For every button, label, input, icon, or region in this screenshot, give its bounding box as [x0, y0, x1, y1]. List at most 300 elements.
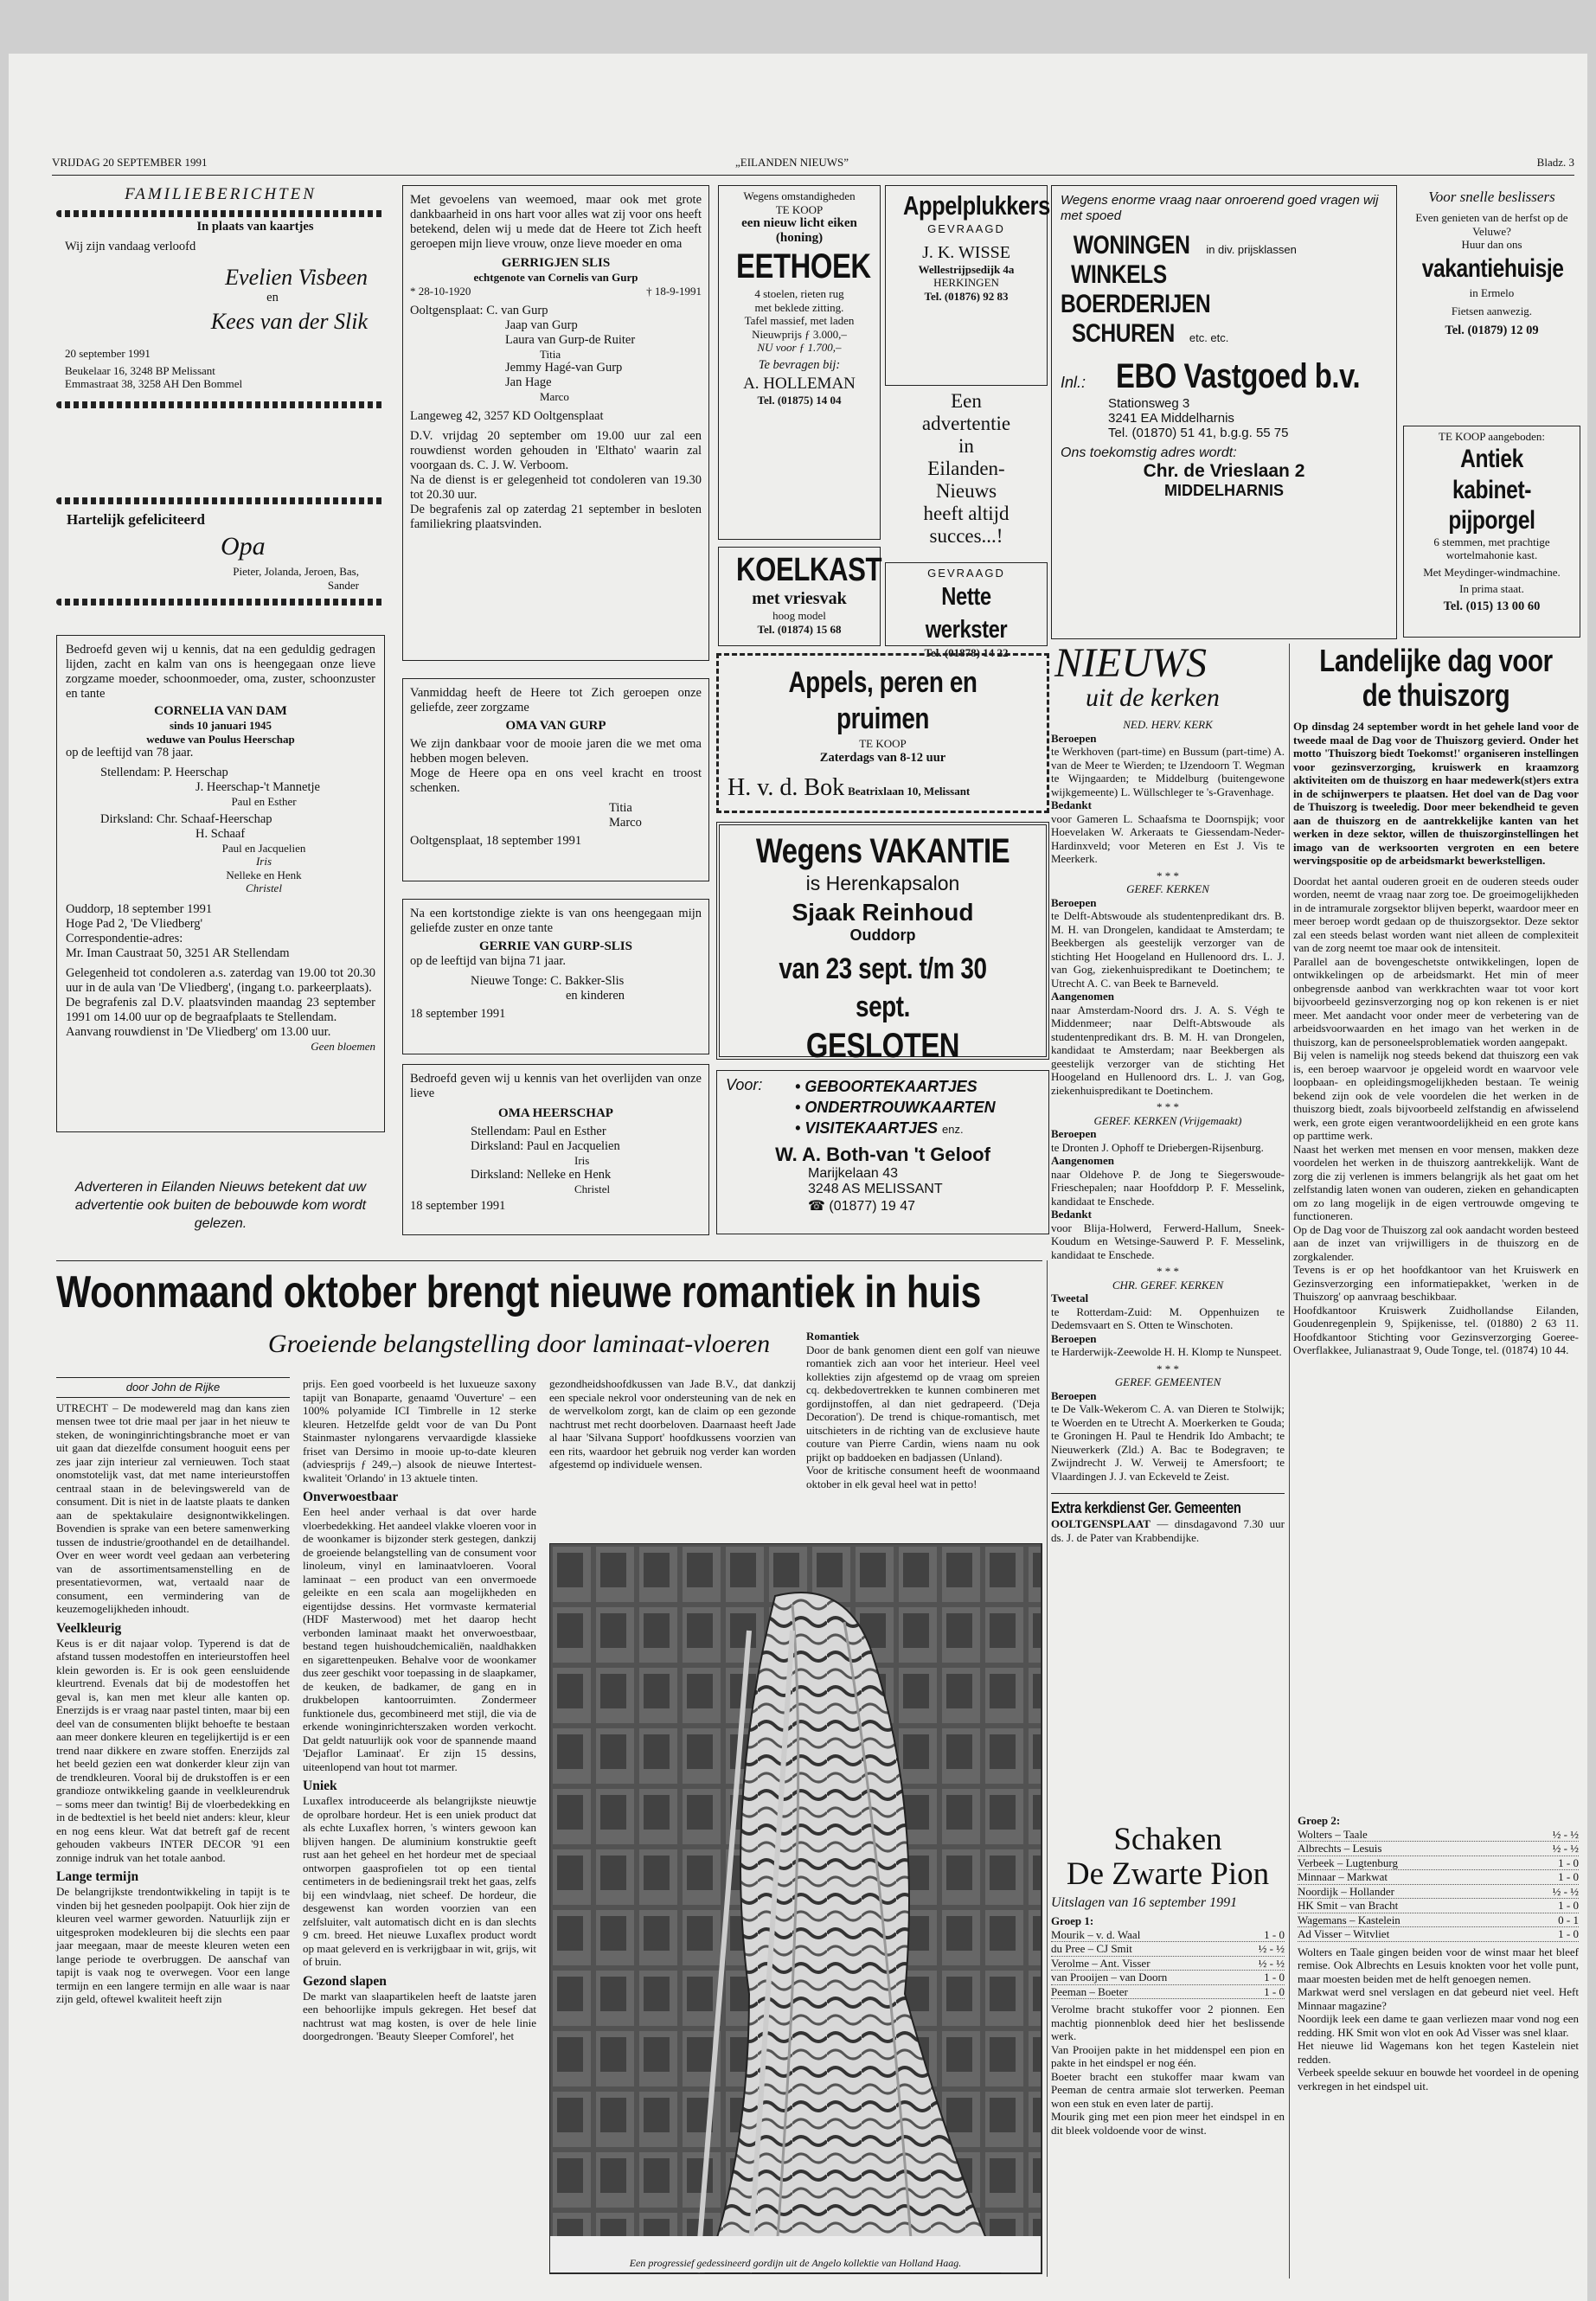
chess-text: Noordijk leek een dame te gaan verliezen maar vond nog een redding. HK Smit won vlot en ook Ad Visser was snel klaar. [1298, 2012, 1579, 2039]
church-text: te Werkhoven (part-time) en Bussum (part-time) A. van de Meer te Wierden; te IJzendoorn T. Wegman te Wijngaarden; te Middelburg (buitengewone wijkgemeente) L. Wüllschleger te 's-Gravenhage. [1051, 745, 1285, 798]
chess-result-row [1298, 1927, 1579, 1942]
obit-service: Aanvang rouwdienst in 'De Vliedberg' om 13.00 uur. [66, 1024, 331, 1039]
church-text: naar Amsterdam-Noord drs. J. A. S. Végh te Middenmeer; naar Delft-Abtswoude als studentenpredikant drs. B. M. H. van Drongelen, kandidaat te Amsterdam; naar Beekbergen als geestelijk verzorger van de stichting Het Hoogeland en Hullenoord drs. L. J. van Gog, ziekenhuispredikant te Doetinchem. [1051, 1003, 1285, 1097]
church-label: Beroepen [1051, 1331, 1097, 1345]
name-2: Kees van der Slik [210, 309, 368, 334]
obit-sign: Marco [609, 816, 642, 830]
congrats-ad [56, 495, 385, 616]
ad-item: • ONDERTROUWKAARTEN [795, 1099, 996, 1116]
chess-pairing: Verbeek – Lugtenburg [1298, 1856, 1399, 1869]
chess-score: ½ - ½ [1552, 1842, 1579, 1855]
ad-address: Wellestrijpsedijk 4a [918, 262, 1015, 276]
ad-address: MIDDELHARNIS [1164, 482, 1284, 499]
ad-dates: van 23 sept. t/m 30 sept. [779, 952, 987, 1023]
obit-intro: Met gevoelens van weemoed, maar ook met grote dankbaarheid in ons hart voor alles wat zij voor ons heeft betekend, delen wij u mede dat de Heere tot Zich heeft geroepen mijn lieve vrouw, onze lieve moeder en oma [410, 193, 702, 251]
obit-family: Marco [540, 390, 569, 403]
ad-address: Ouddorp [849, 926, 916, 944]
obit-family: Stellendam: P. Heerschap [100, 766, 228, 779]
header-rule [52, 175, 1574, 176]
ad-appelplukkers [885, 185, 1048, 386]
obit-intro: Na een kortstondige ziekte is van ons heengegaan mijn geliefde zuster en onze tante [410, 907, 702, 935]
church-text: voor Gameren L. Schaafsma te Doornspijk; voor Hoevelaken W. Arkeraats te Giessendam-Neder-Hardinxveld; voor Meteren en Est J. Vis te Meerkerk. [1051, 811, 1285, 865]
obit-spouse: echtgenote van Cornelis van Gurp [473, 271, 638, 284]
separator: * * * [1157, 1100, 1179, 1113]
chess-result-row [1298, 1913, 1579, 1928]
chess-pairing: HK Smit – van Bracht [1298, 1899, 1399, 1912]
ad-text: Inl.: [1061, 374, 1086, 391]
ad-headline: EETHOEK [736, 247, 871, 285]
obit-name: GERRIE VAN GURP-SLIS [479, 939, 632, 953]
obit-family: Paul en Jacquelien [221, 841, 306, 855]
ad-koelkast [718, 547, 881, 646]
ad-item-label: ONDERTROUWKAARTEN [804, 1099, 996, 1116]
ad-text: Tafel massief, met laden [744, 314, 855, 327]
ad-kapsalon [716, 822, 1049, 1065]
ad-phone: Tel. (01878) 14 22 [924, 645, 1009, 659]
ad-company: EBO Vastgoed b.v. [1115, 357, 1361, 395]
ad-text: Ons toekomstig adres wordt: [1061, 445, 1237, 460]
article-paragraph: Parallel aan de bovengeschetste ontwikkelingen, lopen de ontwikkelingen op de arbeidsmarkt. Het min of meer onbegrensde aanbod van werkkrachten waar tot voor kort bijvoorbeeld gezinsverzorging nog op kon rekenen is er niet meer. Met aandacht voor onder meer de verbetering van de arbeidsvoorwaarden en het imago van het werken in de thuiszorg, kan de personeelsproblematiek worden aangepakt. [1293, 954, 1579, 1048]
ad-contact: W. A. Both-van 't Geloof [775, 1144, 990, 1165]
header-paper: „EILANDEN NIEUWS” [735, 156, 849, 169]
ad-item-label: GEBOORTEKAARTJES [804, 1078, 977, 1095]
chess-score: ½ - ½ [1552, 1827, 1579, 1841]
ad-text: Met Meydinger-windmachine. [1423, 565, 1561, 579]
chess-score: 1 - 0 [1264, 1971, 1285, 1984]
obit-name: CORNELIA VAN DAM [154, 704, 287, 718]
ad-address: 3241 EA Middelharnis [1108, 411, 1234, 426]
ad-phone: Tel. (01870) 51 41, b.g.g. 55 75 [1108, 426, 1289, 440]
congrats-name: Opa [221, 532, 266, 561]
ad-headline: WONINGEN [1073, 231, 1190, 260]
article-subhead: Onverwoestbaar [303, 1490, 399, 1504]
woon-col4 [806, 1330, 1040, 1541]
church-text: voor Blija-Holwerd, Ferwerd-Hallum, Sneek-Koudum en Wetsinge-Sauwerd P. F. Messelink, kandidaat te Enschede. [1051, 1221, 1285, 1261]
ad-text: in Ermelo [1469, 285, 1515, 299]
obituary-van-dam [56, 635, 385, 1132]
ad-text: Een [951, 390, 982, 412]
ad-text: Even genieten van de herfst op de Veluwe? [1415, 211, 1568, 238]
chess-pairing: Mourik – v. d. Waal [1051, 1927, 1141, 1941]
obit-widow: weduwe van Poulus Heerschap [146, 732, 295, 746]
chess-text: Het nieuwe lid Wagemans kon het tegen Kastelein niet redden. [1298, 2039, 1579, 2066]
church-label: Beroepen [1051, 731, 1097, 745]
ad-phone: Tel. (01875) 14 04 [757, 393, 842, 407]
chess-subtitle: De Zwarte Pion [1066, 1856, 1270, 1892]
obit-condolence: Gelegenheid tot condoleren a.s. zaterdag van 19.00 tot 20.30 uur in de aula van 'De Vliedberg', (ingang t.o. parkeerplaats). [66, 965, 375, 995]
chess-text: Markwat werd snel verslagen en dat gebeurd niet veel. Heft Minnaar magazine? [1298, 1985, 1579, 2012]
ornament-border [56, 497, 385, 504]
church-extra-text: — dinsdagavond 7.30 uur ds. J. de Pater van Krabbendijke. [1051, 1517, 1285, 1544]
ad-text: Huur dan ons [1461, 238, 1522, 251]
ad-text: etc. etc. [1189, 331, 1229, 344]
header-date: VRIJDAG 20 SEPTEMBER 1991 [52, 156, 208, 169]
ad-headline: Wegens VAKANTIE [755, 832, 1010, 870]
ad-text: met beklede zitting. [754, 300, 844, 314]
column-rule [1289, 644, 1290, 2279]
ad-text: Nieuws [935, 480, 997, 502]
chess-pairing: Albrechts – Lesuis [1298, 1842, 1382, 1855]
chess-score: ½ - ½ [1552, 1884, 1579, 1898]
photo-caption: Een progressief gedessineerd gordijn uit de Angelo kollektie van Holland Haag. [629, 2256, 962, 2269]
obit-family: Iris [255, 855, 272, 868]
article-paragraph: Naast het werken met mensen en voor mensen, makken deze voordelen het werken in de thuiszorg aantrekkelijk. Want de zorg die zij verlenen is immers belangrijk als het gaat om het zelfstandig laten wonen van ouderen, zieken en gehandicapten om zo lang mogelijk in de eigen vertrouwde omgeving te functioneren. [1293, 1142, 1579, 1222]
ad-text: Wegens enorme vraag naar onroerend goed vragen wij met spoed [1061, 193, 1379, 223]
obit-family: Laura van Gurp-de Ruiter [505, 332, 636, 347]
church-text: te Delft-Abtswoude als studentenpredikant drs. B. M. H. van Drongelen, kandidaat te Amsterdam; te Beekbergen als geestelijk verzorger van de stichting Het Hoogeland en Hullenoord drs. L. J. van Gog, ziekenhuispredikant te Doetinchem; te Utrecht A. C. van Beek te Barneveld. [1051, 909, 1285, 990]
engagement-lead: In plaats van kaartjes [196, 220, 314, 234]
ad-address: HERKINGEN [933, 276, 999, 289]
ad-text: in [958, 435, 974, 457]
chess-text: Wolters en Taale gingen beiden voor de winst maar het bleef remise. Ook Albrechts en Lesuis knokten voor het volle punt, maar moesten beiden met de helft genoegen nemen. [1298, 1945, 1579, 1985]
obit-family: Nelleke en Henk [226, 868, 302, 881]
chess-text: Boeter bracht een stukoffer maar kwam van Peeman de centra armaie slot terwerken. Peeman won een stuk en even later de partij. [1051, 2069, 1285, 2110]
woon-col3: gezondheidshoofdkussen van Jade B.V., dat dankzij een speciale nekrol voor ondersteuning van de nek en de wervelkolom zorgt, kan de claim op een gezonde nachtrust met recht doorbeloven. Daarnaast heeft Jade al haar 'Silvana Support' hoofdkussens voorzien van een rits, waardoor het gebruik nog verder kan worden afgestemd op individuele wensen. [549, 1377, 796, 1471]
church-label: Bedankt [1051, 1208, 1092, 1221]
column-rule [1047, 1260, 1048, 2277]
chess-pairing: Wolters – Taale [1298, 1827, 1368, 1841]
ad-text: Zaterdags van 8-12 uur [819, 750, 946, 765]
obit-family: Dirksland: Chr. Schaaf-Heerschap [100, 811, 272, 826]
obit-family: Christel [246, 881, 282, 894]
ornament-border [56, 210, 385, 217]
article-paragraph: De belangrijkste trendontwikkeling in tapijt is te vinden bij het gesneden poolpapijt. Ook hier zijn de kleuren veel warmer geworden. Natuurlijk zijn er uitgesproken modekleuren bij die slechts een paar jaar meegaan, maar de meeste kleuren weten een lange periode te overbruggen. De aanschaf van tapijt is vaak nog te overwegen. Voor een lange termijn en een langere termijn en alle waar is naar zijn geld, oftewel kwaliteit heeft zijn [56, 1885, 290, 2005]
ad-text: hoog model [772, 609, 826, 622]
engagement-date: 20 september 1991 [65, 347, 151, 360]
church-section: GEREF. GEMEENTEN [1114, 1375, 1221, 1388]
chess-pairing: Verolme – Ant. Visser [1051, 1956, 1151, 1970]
chess-score: 0 - 1 [1558, 1913, 1579, 1926]
article-paragraph: Een heel ander verhaal is dat over harde vloerbedekking. Het aandeel vlakke vloeren voor in de woonkamer is bijzonder sterk gestegen, dankzij de groeiende belangstelling van de consument voor linoleum, vinyl en laminaatvloeren. Vooral laminaat – een product van een onvermoede geleikte en een scala aan mogelijkheden en eigentijdse dessins. Het vormvaste kermaterial (HDF Masterwood) met het daarop hecht verbonden laminaat maakt het onverwoestbaar, bestand tegen huishoudchemicaliën, naaldhakken en sigarettenpeuken. Behalve voor de woonkamer dus zeer geschikt voor toepassing in de slaapkamer, de keuken, de badkamer, de gang en in drukbelopen kantoorruimten. Zondermeer funktionele dus, gecombineerd met stijl, die via de erkende woninginrichterszaken worden verkocht. Dat geldt natuurlijk ook voor de spannende maand 'Dejaflor Laminaat'. Er zijn 15 dessins, uiteenlopend van hout tot marmer. [303, 1505, 536, 1773]
chess-score: 1 - 0 [1264, 1927, 1285, 1941]
obit-corr: Correspondentie-adres: [66, 931, 183, 945]
ad-text: advertentie [921, 413, 1011, 434]
chess-score: ½ - ½ [1258, 1942, 1285, 1955]
ornament-border [56, 401, 385, 408]
ad-item: • VISITEKAARTJES enz. [795, 1119, 964, 1137]
obit-no-flowers: Geen bloemen [311, 1039, 375, 1053]
ad-advertentie [885, 387, 1048, 558]
obit-name: GERRIGJEN SLIS [501, 256, 611, 270]
ad-contact: Sjaak Reinhoud [792, 899, 974, 926]
obituary-gerrie [402, 899, 709, 1054]
ad-contact: A. HOLLEMAN [743, 374, 856, 393]
ad-headline: Appelplukkers [903, 190, 1050, 221]
engagement-intro: Wij zijn vandaag verloofd [65, 240, 196, 253]
church-section: GEREF. KERKEN [1126, 882, 1209, 895]
ad-phone: Tel. (01876) 92 83 [924, 289, 1009, 303]
church-text: naar Oldehove P. de Jong te Siegerswoude-Frieschepalen; naar Hoofddorp P. F. Messelink, kandidaat te Enschede. [1051, 1167, 1285, 1208]
ad-headline: KOELKAST [736, 552, 882, 588]
phone-icon: ☎ [808, 1199, 825, 1214]
ad-werkster [885, 562, 1048, 659]
thuiszorg-article [1293, 644, 1579, 1785]
obit-text: Moge de Heere opa en ons veel kracht en troost schenken. [410, 766, 702, 795]
article-paragraph: Keus is er dit najaar volop. Typerend is dat de afstand tussen modestoffen en interieurstoffen heel klein geworden is. Er is ook geen eensluidende kleurtrend. Evenals dat bij de modestoffen het geval is, kan men met kleur alle kanten op. Enerzijds is er vraag naar pastel tinten, maar bij een deel van de consumenten blijkt behoefte te bestaan aan meer donkere kleuren en tegelijkertijd is er een trend naar dikkere en zware stoffen. Enerzijds zal het beeld gezien een wat donkerder kleur zijn van de trendkleuren. Vooral bij de drukstoffen is er een grandioze ontwikkeling gaande in veelkleurendruk – soms meer dan twintig! Bij de vloerbedekking en in de bedtextiel is het beeld niet anders: kleur, kleur en nog eens kleur. Wat dat betreft gaf de recent gehouden vakbeurs INTER DECOR '91 een zonnige indruk van het totale aanbod. [56, 1636, 290, 1864]
ad-text: Voor snelle beslissers [1428, 189, 1555, 205]
obit-family: Paul en Esther [231, 795, 297, 808]
ad-headline: GESLOTEN [805, 1027, 960, 1065]
ad-address: Beatrixlaan 10, Melissant [848, 784, 971, 798]
ad-text: GEVRAAGD [927, 222, 1005, 235]
chess-text: Mourik ging met een pion meer het eindspel in en dit bleek voldoende voor de winst. [1051, 2110, 1285, 2137]
and-text: en [266, 291, 279, 304]
article-paragraph: Hoofdkantoor Kruiswerk Zuidhollandse Eilanden, Goudenregenplein 9, Spijkenisse, tel. (01880) 2 63 11. Hoofdkantoor Stichting voor Gezinsverzorging Goeree-Overflakkee, Julianastraat 9, Oude Tonge, tel. (01874) 10 44. [1293, 1303, 1579, 1356]
obit-family: Christel [574, 1182, 611, 1195]
article-paragraph: Doordat het aantal ouderen groeit en de ouderen steeds ouder worden, neemt de vraag naar zorg toe. De groeimogelijkheden in de intramurale zorgsektor blijven beperkt, waardoor meer en meer beroep wordt gedaan op de thuiszorgsektor. Deze sektor zal een steeds belast worden want niet alleen de complexiteit van de zorg neemt toe maar ook de intensiteit. [1293, 874, 1579, 954]
chess-text: Verbeek speelde sekuur en bouwde het voordeel in de opening verkregen in het eindspel uit. [1298, 2066, 1579, 2093]
separator: * * * [1157, 1362, 1179, 1375]
chess-score: ½ - ½ [1258, 1956, 1285, 1970]
ad-item: • GEBOORTEKAARTJES [795, 1078, 977, 1095]
article-subhead: Gezond slapen [303, 1973, 387, 1989]
chess-pairing: Noordijk – Hollander [1298, 1884, 1394, 1898]
article-byline: door John de Rijke [56, 1377, 290, 1398]
engagement-ad [56, 208, 385, 476]
ad-text: 6 stemmen, met prachtige wortelmahonie kast. [1433, 535, 1550, 561]
woon-headline: Woonmaand oktober brengt nieuwe romantiek in huis [56, 1267, 981, 1317]
chess-column [1051, 1823, 1285, 2281]
article-rule [56, 1260, 1042, 1261]
ad-text: Voor: [726, 1076, 763, 1093]
chess-text: Verolme bracht stukoffer voor 2 pionnen. Een machtig pionnenblok deed hier het beslissende werk. [1051, 2003, 1285, 2042]
church-label: Beroepen [1051, 1388, 1097, 1402]
chess-score: 1 - 0 [1558, 1899, 1579, 1912]
church-section: GEREF. KERKEN (Vrijgemaakt) [1093, 1113, 1242, 1127]
obit-family: J. Heerschap-'t Mannetje [195, 780, 320, 794]
ad-address: Chr. de Vrieslaan 2 [1143, 461, 1305, 481]
ad-text: Wegens omstandigheden [743, 189, 856, 202]
chess-result-row [1051, 1942, 1285, 1957]
congrats-from: Pieter, Jolanda, Jeroen, Bas, Sander [233, 565, 359, 592]
ad-item-label: enz. [942, 1123, 964, 1136]
header-page: Bladz. 3 [1536, 156, 1574, 169]
obit-name: OMA HEERSCHAP [498, 1106, 613, 1120]
page-header [52, 156, 1574, 173]
chess-pairing: Minnaar – Markwat [1298, 1870, 1388, 1883]
ad-headline: Nette werkster [925, 582, 1008, 644]
obit-family: Jaap van Gurp [505, 317, 578, 332]
obit-since: sinds 10 januari 1945 [169, 719, 272, 732]
chess-result-row [1298, 1870, 1579, 1885]
ad-text: 4 stoelen, rieten rug [754, 287, 844, 300]
ad-phone: Tel. (01879) 12 09 [1445, 323, 1539, 337]
ad-text: GEVRAAGD [927, 567, 1005, 580]
article-lead: Op dinsdag 24 september wordt in het gehele land voor de tweede maal de Dag voor de Thuiszorg gevierd. Onder het motto 'Thuiszorg biedt Toekomst!' organiseren instellingen voor gezinsverzorging, kruiswerk en kraamzorg aktiviteiten om de thuiszorg en haar medewerk(st)ers extra in de schijnwerpers te plaatsen. Het doel van de Dag voor de Thuiszorg is tweeledig. Door meer bekendheid te geven aan de thuiszorg en de aantrekkelijke kanten van het werken in deze sektor, willen de thuiszorginstellingen het imago van de werksoorten vergroten en een betere wervingspositie op de arbeidsmarkt bewerkstelligen. [1293, 720, 1579, 867]
obituary-oma-heerschap [402, 1064, 709, 1235]
obit-intro: Vanmiddag heeft de Heere tot Zich geroepen onze geliefde, zeer zorgzame [410, 686, 702, 715]
chess-score: 1 - 0 [1558, 1927, 1579, 1940]
article-subhead: Veelkleurig [56, 1620, 122, 1636]
obituary-oma-van-gurp [402, 678, 709, 881]
church-label: Bedankt [1051, 798, 1092, 811]
ornament-border [56, 599, 385, 606]
obituary-slis [402, 185, 709, 661]
article-subhead: Lange termijn [56, 1869, 139, 1884]
chess-result-row [1051, 1985, 1285, 2000]
address-2: Emmastraat 38, 3258 AH Den Bommel [65, 377, 243, 390]
chess-result-row [1051, 1928, 1285, 1943]
ad-text: (honing) [775, 231, 824, 245]
obit-family: Iris [574, 1154, 590, 1167]
obit-date: 18 september 1991 [410, 1007, 506, 1021]
church-extra-title: Extra kerkdienst Ger. Gemeenten [1051, 1499, 1241, 1516]
chess-results-2 [1298, 1828, 1579, 1942]
obit-family: Jan Hage [505, 375, 552, 389]
curtain-image [550, 1544, 1041, 2272]
church-text: te Dronten J. Ophoff te Driebergen-Rijsenburg. [1051, 1140, 1264, 1154]
ad-text: Fietsen aanwezig. [1451, 304, 1533, 317]
woon-col2 [303, 1377, 536, 2281]
obit-place: Ooltgensplaat, 18 september 1991 [410, 834, 582, 848]
ad-pijporgel [1403, 426, 1580, 638]
chess-score: 1 - 0 [1558, 1856, 1579, 1869]
article-paragraph: Bij velen is namelijk nog steeds bekend dat thuiszorg een vak is, een beroep waarvoor je opgeleid wordt en waarvoor vele loopbaan- en opleidingsmogelijkheden bestaan. Te weinig bekend zijn ook de vele voordelen die het werken in de thuiszorg biedt, zoals bijvoorbeeld zelfstandig en afwisselend werk, een grote eigen verantwoordelijkheid en een grote kans op parttime werk. [1293, 1048, 1579, 1142]
obit-text: We zijn dankbaar voor de mooie jaren die we met oma hebben mogen beleven. [410, 737, 702, 766]
article-subhead: Uniek [303, 1779, 337, 1793]
chess-pairing: van Prooijen – van Doorn [1051, 1971, 1168, 1984]
name-1: Evelien Visbeen [225, 265, 368, 290]
ad-contact: J. K. WISSE [922, 242, 1010, 262]
chess-result-row [1298, 1885, 1579, 1900]
ad-headline: BOERDERIJEN [1061, 290, 1211, 318]
ad-headline: SCHUREN [1072, 319, 1175, 348]
chess-title: Schaken [1113, 1822, 1222, 1857]
article-paragraph: Op de Dag voor de Thuiszorg zal ook aandacht worden besteed aan de inzet van vrijwilligers in de thuiszorg en de zorgkalender. [1293, 1222, 1579, 1263]
curtain-photo [549, 1543, 1042, 2274]
address-1: Beukelaar 16, 3248 BP Melissant [65, 363, 215, 377]
ad-text: in div. prijsklassen [1206, 243, 1297, 256]
woon-subtitle: Groeiende belangstelling door laminaat-vloeren [267, 1330, 771, 1358]
obit-age: op de leeftijd van bijna 71 jaar. [410, 954, 566, 968]
chess-result-row [1051, 1971, 1285, 1985]
obit-place: Ouddorp, 18 september 1991 [66, 901, 213, 916]
ad-vakantiehuisje [1403, 185, 1580, 423]
ad-item-label: VISITEKAARTJES [804, 1119, 939, 1137]
ad-address: Stationsweg 3 [1108, 396, 1190, 411]
article-paragraph: prijs. Een goed voorbeeld is het luxueuze saxony tapijt van Bonaparte, genaamd 'Ouverture' – een 100% polyamide ICI Timbrelle in 12 sterke kleuren. Hetzelfde geldt voor de van Du Pont Stainmaster nylongarens vervaardigde klassieke friset van Dersimo in mooie up-to-date kleuren (adviesprijs ƒ 249,–) alsook de nieuwe Intertest-kwaliteit 'Orlando' in 13 aktuele tinten. [303, 1377, 536, 1484]
ad-phone: Tel. (015) 13 00 60 [1443, 599, 1541, 613]
obit-family: Stellendam: Paul en Esther [471, 1125, 606, 1138]
article-subhead: Romantiek [806, 1330, 860, 1343]
obit-date: 18 september 1991 [410, 1199, 506, 1213]
ad-headline: Appels, peren en pruimen [788, 666, 977, 735]
obit-service: D.V. vrijdag 20 september om 19.00 uur zal een rouwdienst worden gehouden in 'Elthato' waarin zal voorgaan ds. C. J. W. Verboom. [410, 428, 702, 472]
obit-address: Hoge Pad 2, 'De Vliedberg' [66, 916, 203, 931]
church-label: Aangenomen [1051, 990, 1114, 1003]
ad-text: met vriesvak [752, 589, 847, 608]
ad-ebo [1051, 185, 1397, 639]
church-subtitle: uit de kerken [1086, 683, 1220, 712]
obit-burial: De begrafenis zal op zaterdag 21 september in besloten familiekring plaatsvinden. [410, 502, 702, 531]
article-paragraph: Voor de kritische consument heeft de woonmaand oktober in elk geval heel wat in petto! [806, 1464, 1040, 1490]
obit-age: op de leeftijd van 78 jaar. [66, 746, 194, 760]
obit-address: Langeweg 42, 3257 KD Ooltgensplaat [410, 408, 604, 423]
ad-text: In prima staat. [1459, 582, 1524, 595]
chess-score: 1 - 0 [1558, 1870, 1579, 1883]
chess-result-row [1298, 1899, 1579, 1913]
ad-text: Eilanden- [927, 458, 1005, 479]
church-label: Tweetal [1051, 1292, 1089, 1304]
church-section: NED. HERV. KERK [1123, 718, 1213, 731]
ad-text: is Herenkapsalon [805, 872, 960, 894]
chess-pairing: Ad Visser – Witvliet [1298, 1927, 1390, 1940]
article-paragraph: De markt van slaapartikelen heeft de laatste jaren een behoorlijke impuls gekregen. Het besef dat nachtrust wat mag kosten, is over de hele linie doorgedrongen. 'Beauty Sleeper Comforel', het [303, 1989, 536, 2042]
obit-name: OMA VAN GURP [505, 719, 606, 733]
obit-family: Titia [540, 347, 561, 361]
ad-text: NU voor ƒ 1.700,– [757, 341, 842, 354]
ad-headline: pijporgel [1448, 505, 1535, 535]
church-label: Beroepen [1051, 1127, 1097, 1140]
article-paragraph: Luxaflex introduceerde als belangrijkste nieuwtje de oprolbare hordeur. Het is een uniek product dat als echte Luxaflex horren, 's winters gewoon kan blijven hangen. De aluminium konstruktie geeft rust aan het geheel en het hordeur met de speciaal ontworpen gaasprofielen tot op een tiental centimeters in de bedieningsrail trekt het gaas, zelfs bij een windvlaag, niet scheef. De hordeur, die desgewenst kan worden voorzien van een zelfsluiter, valt automatisch dicht en is dan slechts 9 cm. breed. Het nieuwe Luxaflex product wordt op maat geleverd en is verkrijgbaar in wit, grijs, wit of bruin. [303, 1794, 536, 1968]
church-label: Beroepen [1051, 895, 1097, 909]
ad-address: Marijkelaan 43 [808, 1166, 899, 1181]
obit-family: Dirksland: Nelleke en Henk [471, 1167, 612, 1182]
chess-pairing: Peeman – Boeter [1051, 1984, 1128, 1998]
obit-sign: Titia [609, 801, 632, 815]
church-text: te Rotterdam-Zuid: M. Oppenhuizen te Dedemsvaart en S. Otten te Winschoten. [1051, 1304, 1285, 1331]
chess-result-row [1298, 1842, 1579, 1856]
obit-family: Dirksland: Paul en Jacquelien [471, 1139, 620, 1153]
obit-born: * 28-10-1920 [410, 284, 471, 298]
article-paragraph: Tevens is er op het hoofdkantoor van het Kruiswerk en Gezinsverzorging een informatiepakket, 'werken in de Thuiszorg' op aanvraag beschikbaar. [1293, 1263, 1579, 1303]
ad-text: Te bevragen bij: [758, 357, 841, 372]
ad-text: heeft altijd [923, 503, 1010, 524]
chess-pairing: Wagemans – Kastelein [1298, 1913, 1401, 1926]
obit-condolence: Na de dienst is er gelegenheid tot condoleren van 19.30 tot 20.30 uur. [410, 472, 702, 502]
ad-text: succes...! [929, 525, 1003, 547]
chess-group: Groep 2: [1298, 1814, 1341, 1827]
chess-group: Groep 1: [1051, 1914, 1094, 1927]
ad-text: Nieuwprijs ƒ 3.000,– [752, 327, 847, 341]
ad-text: TE KOOP aangeboden: [1439, 430, 1545, 443]
ad-phone: (01877) 19 47 [829, 1199, 916, 1214]
ad-headline: WINKELS [1071, 260, 1167, 289]
chess-score: 1 - 0 [1264, 1984, 1285, 1998]
ad-text: TE KOOP [859, 737, 907, 750]
church-section: CHR. GEREF. KERKEN [1112, 1278, 1224, 1292]
obit-died: † 18-9-1991 [646, 284, 702, 298]
church-text: te De Valk-Wekerom C. A. van Dieren te Stolwijk; te Woerden en te Utrecht A. Moerkerken te Gouda; te Groningen H. Paul te Hendrik Ido Ambacht; te Nieuwerkerk (Zld.) A. Bac te Bodegraven; te Zwijndrecht J. W. Verweij te Amersfoort; te Vlaardingen J. J. van Eckeveld te Zeist. [1051, 1402, 1285, 1483]
advertising-note: Adverteren in Eilanden Nieuws betekent dat uw advertentie ook buiten de bebouwde kom wordt gelezen. [74, 1180, 367, 1231]
chess-date: Uitslagen van 16 september 1991 [1051, 1895, 1238, 1910]
ad-headline: Antiek kabinet- [1452, 444, 1532, 504]
obit-family: Jemmy Hagé-van Gurp [505, 361, 623, 375]
church-text: te Harderwijk-Zeewolde H. H. Klomp te Nunspeet. [1051, 1345, 1282, 1358]
obit-burial: De begrafenis zal D.V. plaatsvinden maandag 23 september 1991 om 14.00 uur op de begraafplaats te Stellendam. [66, 995, 375, 1024]
chess-result-row [1298, 1856, 1579, 1871]
separator: * * * [1157, 868, 1179, 882]
ad-headline: vakantiehuisje [1421, 253, 1564, 283]
ad-text: TE KOOP [775, 202, 824, 216]
chess-text: Van Prooijen pakte in het middenspel een pion en pakte in het eindspel er nog één. [1051, 2042, 1285, 2069]
ad-drukwerk [716, 1070, 1049, 1234]
obit-intro: Bedroefd geven wij u kennis van het overlijden van onze lieve [410, 1072, 702, 1100]
church-news [1051, 640, 1285, 1777]
chess-result-row [1051, 1957, 1285, 1971]
section-title: FAMILIEBERICHTEN [125, 185, 317, 203]
separator: * * * [1157, 1265, 1179, 1278]
obit-intro: Bedroefd geven wij u kennis, dat na een geduldig gedragen lijden, zacht en kalm van ons is heengegaan onze lieve zorgzame moeder, schoonmoeder, oma, zuster, schoonzuster en tante [66, 643, 375, 701]
newspaper-page [9, 54, 1587, 2301]
ad-fruit [716, 653, 1049, 813]
obit-corr-address: Mr. Iman Caustraat 50, 3251 AR Stellendam [66, 945, 290, 960]
ad-eethoek [718, 185, 881, 540]
ad-phone: Tel. (01874) 15 68 [757, 622, 842, 636]
obit-family: Ooltgensplaat: C. van Gurp [410, 303, 548, 317]
church-label: Aangenomen [1051, 1154, 1114, 1167]
ad-address: 3248 AS MELISSANT [808, 1182, 943, 1196]
